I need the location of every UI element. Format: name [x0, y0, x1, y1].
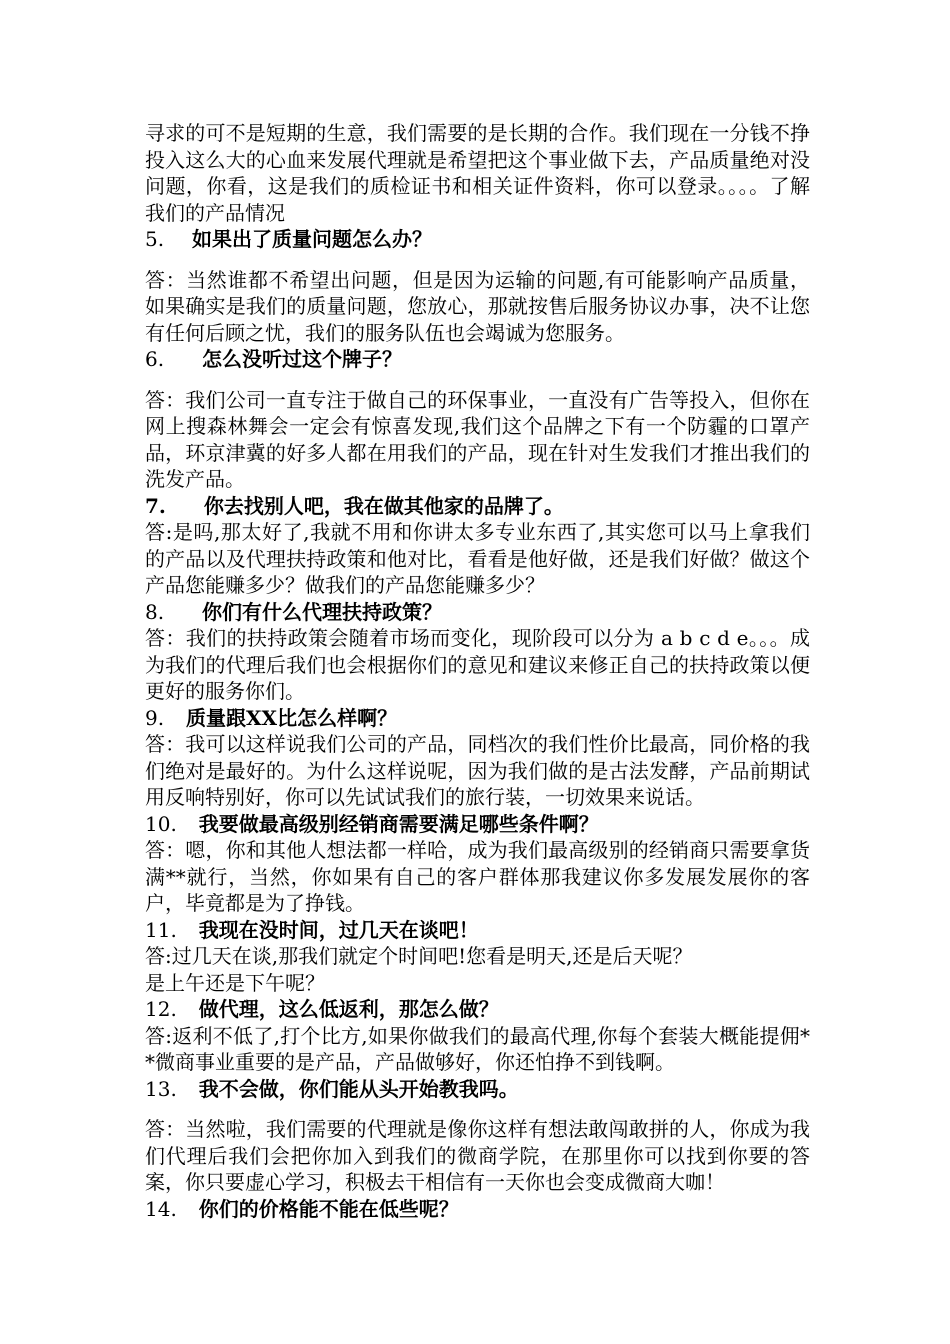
question-12 — [145, 996, 810, 1023]
question-number: 6. — [145, 347, 165, 371]
question-10 — [145, 811, 810, 838]
question-text: 怎么没听过这个牌子？ — [202, 347, 403, 371]
intro-paragraph: 寻求的可不是短期的生意，我们需要的是长期的合作。我们现在一分钱不挣投入这么大的心血来发展代理就是希望把这个事业做下去，产品质量绝对没问题，你看，这是我们的质检证书和相关证件资料，你可以登录。。。。了解我们的产品情况 — [145, 121, 810, 225]
question-11 — [145, 917, 810, 944]
question-number: 5. — [145, 227, 165, 251]
question-8 — [145, 599, 810, 626]
question-number: 14. — [145, 1196, 177, 1221]
question-number: 12. — [145, 997, 177, 1021]
question-number: 11. — [145, 917, 177, 942]
question-text: 你们的价格能不能在低些呢？ — [198, 1196, 459, 1221]
question-text: 质量跟XX比怎么样啊？ — [186, 705, 398, 730]
question-14 — [145, 1196, 810, 1223]
question-number: 9. — [145, 705, 165, 730]
answer-10: 答：嗯，你和其他人想法都一样哈，成为我们最高级别的经销商只需要拿货满**就行，当然，你如果有自己的客户群体那我建议你多发展发展你的客户，毕竟都是为了挣钱。 — [145, 838, 810, 915]
answer-11: 答:过几天在谈,那我们就定个时间吧!您看是明天,还是后天呢？ — [145, 944, 693, 968]
question-7 — [145, 493, 810, 520]
question-5 — [145, 226, 810, 253]
question-text: 我现在没时间，过几天在谈吧！ — [198, 917, 479, 942]
answer-7: 答:是吗,那太好了,我就不用和你讲太多专业东西了,其实您可以马上拿我们的产品以及代理扶持政策和他对比，看看是他好做，还是我们好做？做这个产品您能赚多少？做我们的产品您能赚多少？ — [145, 520, 810, 597]
answer-9: 答：我可以这样说我们公司的产品，同档次的我们性价比最高，同价格的我们绝对是最好的。为什么这样说呢，因为我们做的是古法发酵，产品前期试用反响特别好，你可以先试试我们的旅行装，一切效果来说话。 — [145, 732, 810, 809]
question-6 — [145, 346, 810, 373]
answer-6: 答：我们公司一直专注于做自己的环保事业，一直没有广告等投入，但你在网上搜森林舞会一定会有惊喜发现,我们这个品牌之下有一个防霾的口罩产品，环京津冀的好多人都在用我们的产品，现在针对生发我们才推出我们的洗发产品。 — [145, 387, 810, 491]
question-number: 13. — [145, 1076, 177, 1101]
question-9 — [145, 705, 810, 732]
question-text: 如果出了质量问题怎么办？ — [192, 227, 433, 251]
question-text: 做代理，这么低返利，那怎么做？ — [198, 997, 499, 1021]
question-number: 7. — [145, 493, 166, 518]
question-number: 8. — [145, 599, 165, 624]
answer-11-continued: 是上午还是下午呢？ — [145, 970, 325, 995]
question-text: 你们有什么代理扶持政策？ — [202, 599, 443, 624]
answer-13: 答：当然啦，我们需要的代理就是像你这样有想法敢闯敢拼的人，你成为我们代理后我们会把你加入到我们的微商学院，在那里你可以找到你要的答案，你只要虚心学习，积极去干相信有一天你也会变成微商大咖！ — [145, 1117, 810, 1194]
document-page — [145, 120, 810, 1222]
question-text: 你去找别人吧，我在做其他家的品牌了。 — [203, 493, 564, 518]
question-text: 我不会做，你们能从头开始教我吗。 — [198, 1076, 519, 1101]
question-text: 我要做最高级别经销商需要满足哪些条件啊？ — [198, 811, 599, 836]
answer-12: 答:返利不低了,打个比方,如果你做我们的最高代理,你每个套装大概能提佣**微商事业重要的是产品，产品做够好，你还怕挣不到钱啊。 — [145, 1023, 810, 1074]
answer-5: 答：当然谁都不希望出问题，但是因为运输的问题,有可能影响产品质量，如果确实是我们的质量问题，您放心，那就按售后服务协议办事，决不让您有任何后顾之忧，我们的服务队伍也会竭诚为您服务。 — [145, 267, 810, 345]
answer-8: 答：我们的扶持政策会随着市场而变化，现阶段可以分为 a b c d e。。。成为我们的代理后我们也会根据你们的意见和建议来修正自己的扶持政策以便更好的服务你们。 — [145, 626, 810, 703]
question-number: 10. — [145, 811, 177, 836]
question-13 — [145, 1076, 810, 1103]
